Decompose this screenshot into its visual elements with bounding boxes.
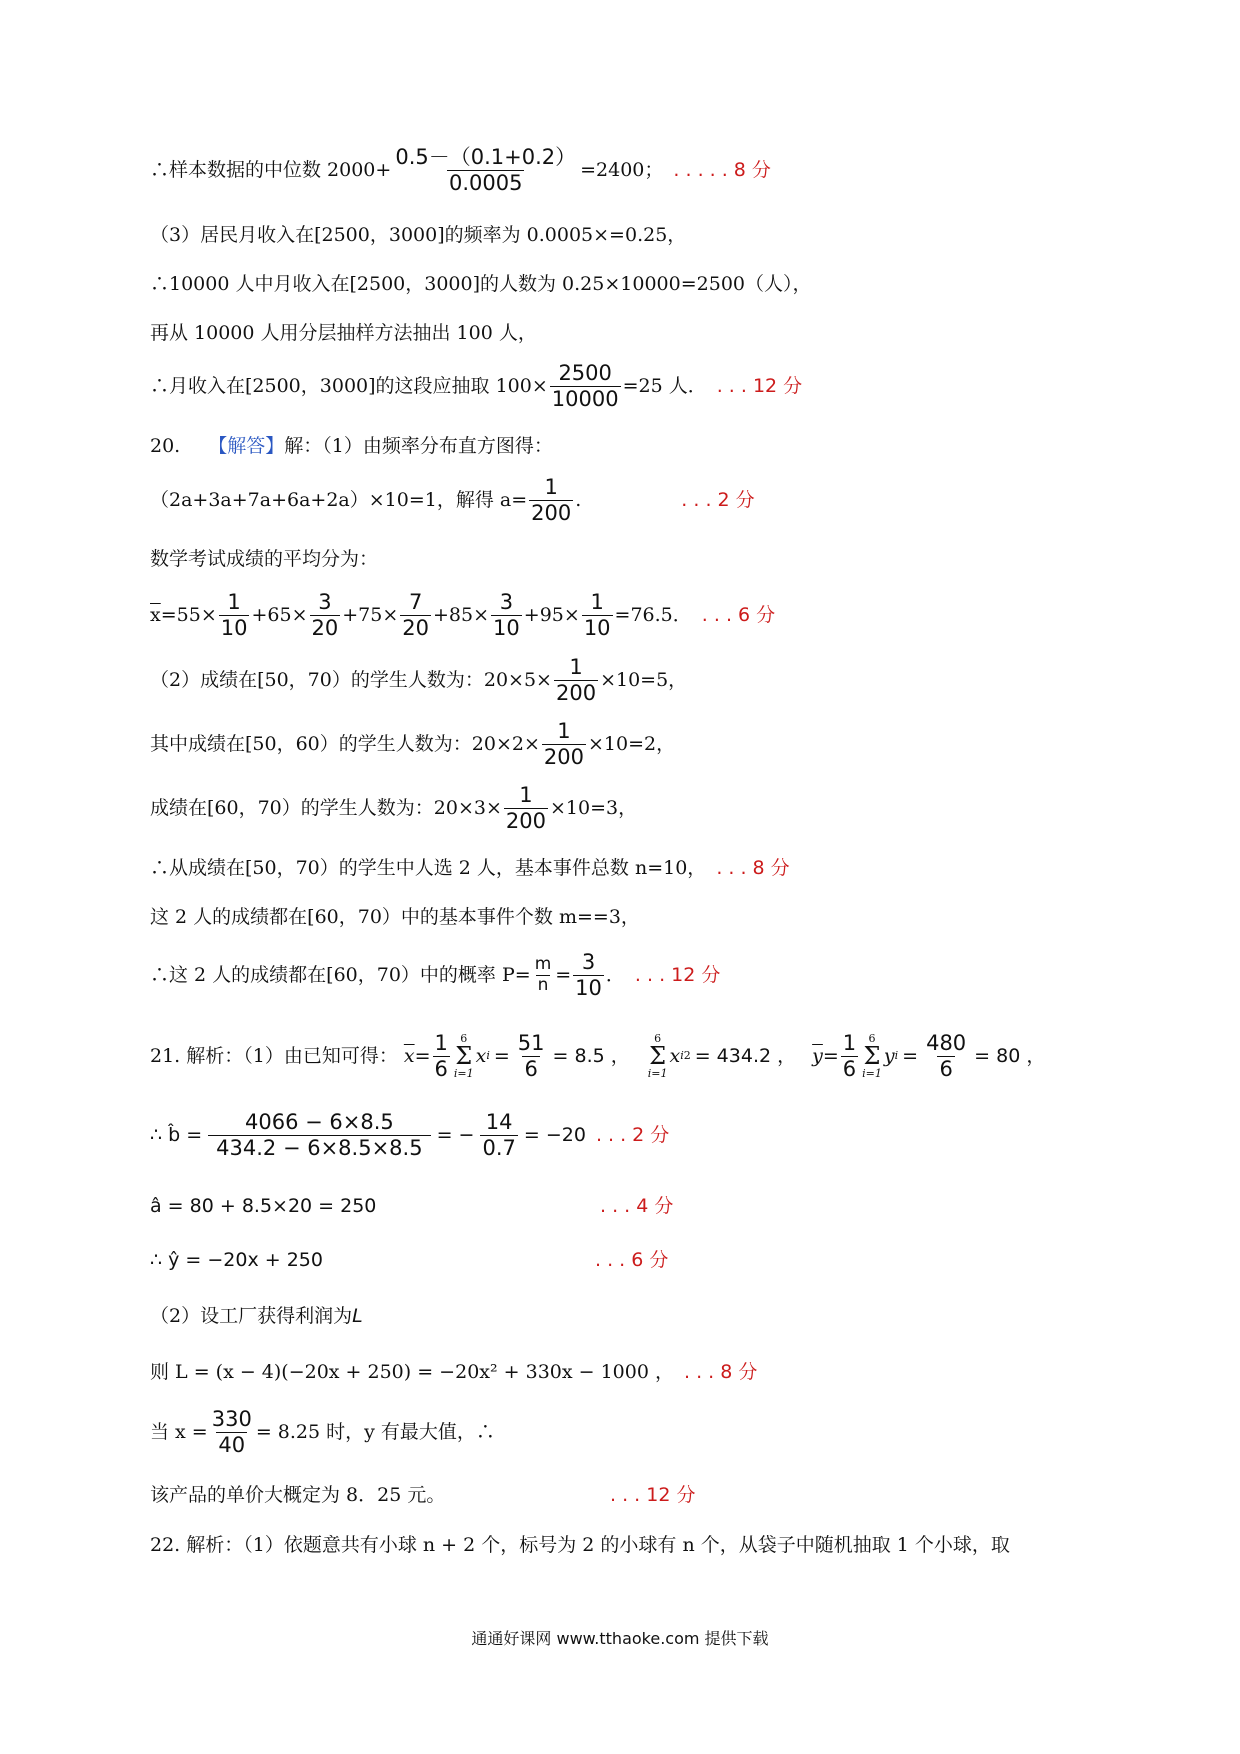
count-prefix: 成绩在[60，70）的学生人数为：20×3×: [150, 797, 502, 819]
fraction-numerator: m: [534, 953, 552, 974]
index-subscript: i: [680, 1049, 684, 1062]
equals-sign: =: [414, 1045, 431, 1067]
summation-upper: 6: [460, 1032, 468, 1045]
mean-x-fraction: [516, 1032, 547, 1079]
paragraph-text: （2）设工厂获得利润为: [150, 1305, 353, 1327]
summation-upper: 6: [654, 1032, 662, 1045]
count-line: [150, 719, 676, 769]
fraction-denominator: 200: [543, 744, 584, 769]
fraction-numerator: 1: [519, 783, 533, 808]
fraction-denominator: 10: [220, 615, 248, 640]
score-mark: . . . 12 分: [634, 964, 721, 986]
fraction-denominator: 20: [402, 615, 430, 640]
fraction-numerator: 4066 − 6×8.5: [244, 1110, 394, 1135]
fraction-numerator: 3: [581, 950, 596, 975]
score-mark: . . . 2 分: [681, 489, 755, 511]
sampling-prefix: ∴月收入在[2500，3000]的这段应抽取 100×: [150, 375, 548, 397]
mean-y-fraction: [924, 1032, 968, 1079]
count-suffix: ×10=2，: [587, 733, 676, 755]
fraction-denominator: 6: [434, 1056, 448, 1081]
summation-symbol: [862, 1033, 882, 1079]
sigma-glyph: Σ: [863, 1042, 881, 1070]
fraction-numerator: 3: [318, 590, 332, 615]
equals-sign: =: [555, 964, 572, 986]
fraction-numerator: 1: [227, 590, 241, 615]
equals-minus: = −: [436, 1124, 475, 1146]
summation-symbol: [648, 1033, 668, 1079]
paragraph-text: 再从 10000 人用分层抽样方法抽出 100 人，: [150, 322, 537, 344]
score-mark: . . . 2 分: [595, 1124, 670, 1146]
m-over-n-fraction: [533, 953, 554, 995]
fraction-numerator: 1: [544, 475, 558, 500]
intercept-line: [150, 1186, 674, 1226]
summation-symbol: [454, 1033, 474, 1079]
paragraph-text: 解：（1）由频率分布直方图得：: [284, 435, 553, 457]
count-fraction: [542, 720, 586, 767]
fraction-denominator: 6: [524, 1056, 538, 1081]
fraction-numerator: 1: [434, 1031, 448, 1056]
score-mark: . . . 6 分: [595, 1249, 669, 1271]
term-text: =76.5．: [614, 604, 692, 626]
slope-fraction: [208, 1111, 430, 1158]
term-text: =55×: [160, 604, 217, 626]
text-line: [150, 1296, 363, 1336]
count-prefix: 其中成绩在[50，60）的学生人数为：20×2×: [150, 733, 540, 755]
profit-line: [150, 1352, 757, 1392]
median-denominator: 0.0005: [448, 170, 523, 195]
sampling-fraction: [550, 362, 621, 409]
index-subscript: i: [894, 1049, 899, 1062]
term-fraction: [310, 591, 341, 638]
fraction-numerator: 2500: [558, 361, 612, 386]
fraction-numerator: 330: [211, 1407, 252, 1432]
sigma-glyph: Σ: [455, 1042, 473, 1070]
summation-lower: i=1: [647, 1067, 668, 1080]
probability-fraction: [573, 951, 604, 998]
fraction-denominator: 10: [583, 615, 611, 640]
summation-lower: i=1: [453, 1067, 474, 1080]
fraction-denominator: 40: [218, 1432, 246, 1457]
page-footer: 通通好课网 www.tthaoke.com 提供下载: [471, 1629, 769, 1648]
fraction-denominator: 200: [505, 808, 546, 833]
term-text: +95×: [523, 604, 580, 626]
paragraph-text: 22. 解析：（1）依题意共有小球 n + 2 个，标号为 2 的小球有 n 个，从袋子中随机抽取 1 个小球，取: [150, 1534, 1010, 1556]
summation-lower: i=1: [862, 1067, 882, 1080]
fraction-denominator: 0.7: [482, 1135, 516, 1160]
paragraph-text: ∴从成绩在[50，70）的学生中人选 2 人，基本事件总数 n=10，: [150, 857, 707, 879]
count-line: [150, 783, 638, 833]
text-line: [150, 1525, 1010, 1565]
equation-suffix: .: [575, 489, 582, 511]
paragraph-text: ∴10000 人中月收入在[2500，3000]的人数为 0.25×10000=2500（人），: [150, 273, 812, 295]
equals-sign: =: [493, 1045, 510, 1067]
slope-result: = −20: [523, 1124, 586, 1146]
score-mark: . . . 12 分: [716, 375, 803, 397]
solve-a-line: [150, 475, 755, 525]
fraction-denominator: 200: [531, 500, 572, 525]
maximum-suffix: = 8.25 时，y 有最大值，∴: [255, 1421, 495, 1443]
text-line: [150, 215, 686, 255]
question-21-line: [150, 1031, 1046, 1081]
term-text: +85×: [433, 604, 490, 626]
x-bar-symbol: $\overline{x}$: [403, 1045, 415, 1067]
x-variable: x: [475, 1045, 487, 1067]
sigma-glyph: Σ: [649, 1042, 667, 1070]
fraction-numerator: 1: [590, 590, 604, 615]
score-mark: . . . . . 8 分: [673, 159, 771, 181]
paragraph-text: 这 2 人的成绩都在[60，70）中的基本事件个数 m==3，: [150, 906, 640, 928]
question-number: 20.: [150, 435, 181, 457]
score-mark: . . . 8 分: [684, 1361, 758, 1383]
fraction-denominator: 10: [493, 615, 520, 640]
sum-squares-result: = 434.2 ，: [694, 1045, 797, 1067]
slope-simplified-fraction: [480, 1111, 517, 1158]
equation-prefix: （2a+3a+7a+6a+2a）×10=1，解得 a=: [150, 489, 528, 511]
y-bar-symbol: $\overline{y}$: [812, 1045, 823, 1067]
question-21-label: 21. 解析：（1）由已知可得：: [150, 1045, 398, 1067]
regression-line: [150, 1240, 669, 1280]
equals-sign: =: [902, 1045, 919, 1067]
fraction-numerator: 480: [926, 1031, 967, 1056]
square-superscript: 2: [683, 1049, 691, 1062]
mean-y-result: = 80 ，: [974, 1045, 1046, 1067]
text-line: [150, 313, 537, 353]
paragraph-text: 该产品的单价大概定为 8．25 元。: [150, 1484, 446, 1506]
sampling-line: [150, 361, 803, 411]
equals-sign: =: [822, 1045, 839, 1067]
maximum-fraction: [210, 1408, 254, 1455]
question-20-header: [150, 426, 553, 466]
intercept-text: â = 80 + 8.5×20 = 250: [150, 1195, 377, 1217]
score-mark: . . . 4 分: [600, 1195, 674, 1217]
count-prefix: （2）成绩在[50，70）的学生人数为：20×5×: [150, 669, 552, 691]
x-variable: x: [669, 1045, 681, 1067]
fraction-denominator: 434.2 − 6×8.5×8.5: [208, 1135, 430, 1159]
count-fraction: [554, 656, 598, 703]
one-sixth-fraction: [433, 1032, 450, 1079]
index-subscript: i: [486, 1049, 490, 1062]
term-text: +75×: [342, 604, 399, 626]
fraction-denominator: 10: [575, 975, 602, 1000]
maximum-line: [150, 1407, 495, 1457]
one-sixth-fraction: [841, 1032, 858, 1079]
text-line: [150, 1475, 696, 1515]
median-numerator: 0.5－（0.1+0.2）: [395, 145, 577, 170]
mean-line: [150, 590, 776, 640]
fraction-numerator: 1: [842, 1031, 857, 1056]
median-fraction: [393, 146, 578, 193]
text-line: [150, 897, 640, 937]
term-fraction: [400, 591, 431, 638]
count-fraction: [504, 784, 548, 831]
summation-upper: 6: [868, 1032, 876, 1045]
slope-prefix: ∴ b̂ =: [150, 1124, 203, 1146]
mean-x-result: = 8.5 ，: [552, 1045, 630, 1067]
text-line: [150, 264, 812, 304]
score-mark: . . . 8 分: [716, 857, 790, 879]
count-suffix: ×10=5，: [600, 669, 688, 691]
median-line: [150, 145, 771, 195]
profit-variable: L: [352, 1305, 363, 1327]
fraction-denominator: 6: [842, 1056, 857, 1081]
term-fraction: [582, 591, 613, 638]
fraction-numerator: 1: [557, 719, 571, 744]
probability-line: [150, 950, 721, 1000]
mean-symbol: $\overline{x}$: [150, 604, 161, 626]
y-variable: y: [883, 1045, 895, 1067]
fraction-denominator: n: [537, 974, 549, 995]
fraction-numerator: 1: [569, 655, 583, 680]
fraction-denominator: 200: [555, 680, 597, 705]
term-text: +65×: [251, 604, 308, 626]
text-line: [150, 539, 378, 579]
score-mark: . . . 6 分: [701, 604, 776, 626]
regression-text: ∴ ŷ = −20x + 250: [150, 1249, 323, 1271]
paragraph-text: 数学考试成绩的平均分为：: [150, 548, 379, 570]
score-mark: . . . 12 分: [610, 1484, 696, 1506]
count-suffix: ×10=3，: [549, 797, 638, 819]
fraction-numerator: 7: [408, 590, 423, 615]
maximum-prefix: 当 x =: [150, 1421, 208, 1443]
fraction-numerator: 3: [499, 590, 514, 615]
fraction-numerator: 51: [517, 1031, 545, 1056]
slope-line: [150, 1110, 670, 1160]
profit-equation: 则 L = (x − 4)(−20x + 250) = −20x² + 330x − 1000 ，: [150, 1361, 674, 1383]
sampling-result: =25 人．: [622, 375, 707, 397]
probability-prefix: ∴这 2 人的成绩都在[60，70）中的概率 P=: [150, 964, 531, 986]
answer-tag: 【解答】: [208, 435, 285, 457]
count-line: [150, 655, 688, 705]
median-prefix: ∴样本数据的中位数 2000+: [150, 159, 392, 181]
term-fraction: [219, 591, 250, 638]
paragraph-text: （3）居民月收入在[2500，3000]的频率为 0.0005×=0.25，: [150, 224, 687, 246]
a-fraction: [529, 476, 573, 523]
term-fraction: [491, 591, 522, 638]
text-line: [150, 848, 790, 888]
fraction-denominator: 10000: [551, 386, 619, 411]
fraction-numerator: 14: [485, 1110, 513, 1135]
median-result: =2400；: [580, 159, 664, 181]
probability-suffix: ．: [605, 964, 625, 986]
fraction-denominator: 6: [939, 1056, 953, 1081]
fraction-denominator: 20: [311, 615, 339, 640]
